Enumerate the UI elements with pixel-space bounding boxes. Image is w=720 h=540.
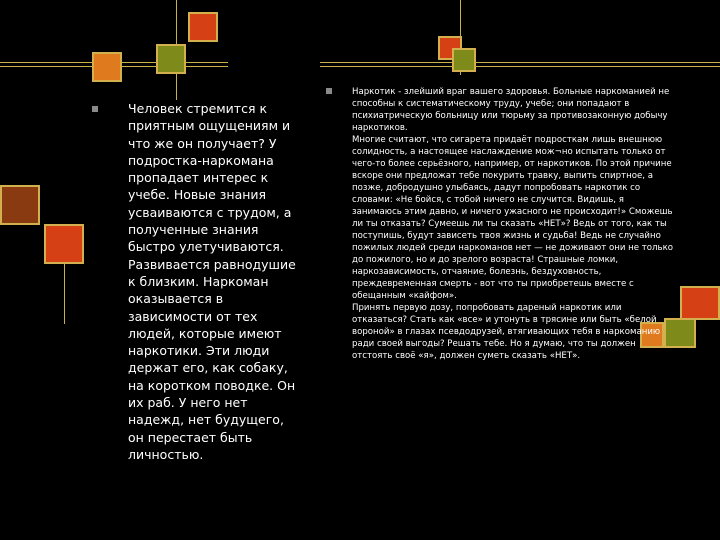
decor-square-olive — [156, 44, 186, 74]
decor-square-brown — [0, 185, 40, 225]
decor-line-top-right-2 — [320, 66, 720, 67]
bullet-marker-left — [92, 106, 98, 112]
decor-square-red-mid — [44, 224, 84, 264]
decor-vline-lower — [64, 264, 65, 324]
decor-square-olive-right — [452, 48, 476, 72]
decor-square-orange — [92, 52, 122, 82]
right-paragraph: Наркотик - злейший враг вашего здоровья. Больные наркоманией не способны к систематическому труду, учебе; они попадают в психиатрическую больницу или тюрьму за противозаконную добычу наркотиков. Многие считают, что сигарета придаёт подросткам лишь внешнюю солидность, а настоящее наслаждение мож¬но испытать только от чего-то более серьёзного, например, от наркотиков. По этой причине вскоре они предложат тебе покурить травку, выпить спиртное, а позже, добродушно улыбаясь, дадут попробовать наркотик со словами: «Не бойся, с тобой ничего не случится. Видишь, я занимаюсь этим давно, и ничего ужасного не происходит!» Сможешь ли ты отказать? Сумеешь ли ты сказать «НЕТ»? Ведь от того, как ты поступишь, будут зависеть твоя жизнь и судьба! Ведь не случайно пожилых людей среди наркоманов нет — не доживают они не только до пожилого, но и до зрелого возраста! Страшные ломки, наркозависимость, отчаяние, болезнь, бездуховность, преждевременная смерть - вот что ты приобретешь вместе с обещанным «кайфом». Принять первую дозу, попробовать дареный наркотик или отказаться? Стать как «все» и утонуть в трясине или быть «белой вороной» в глазах псевдодрузей, втягивающих тебя в наркоманию ради своей выгоды? Решать тебе. Но я думаю, что ты должен отстоять своё «я», должен суметь сказать «НЕТ». — [352, 87, 674, 361]
decor-line-top-right — [320, 62, 720, 63]
decor-square-red-lower — [680, 286, 720, 320]
bullet-marker-right — [326, 88, 332, 94]
decor-square-red — [188, 12, 218, 42]
left-paragraph: Человек стремится к приятным ощущениям и что же он получает? У подростка-наркомана пропадает интерес к учебе. Новые знания усваиваются с трудом, а полученные знания быстро улетучиваются. Развивается равнодушие к близким. Наркоман оказывается в зависимости от тех людей, которые имеют наркотики. Эти люди держат его, как собаку, на коротком поводке. Он их раб. У него нет надежд, нет будущего, он перестает быть личностью. — [128, 101, 296, 462]
